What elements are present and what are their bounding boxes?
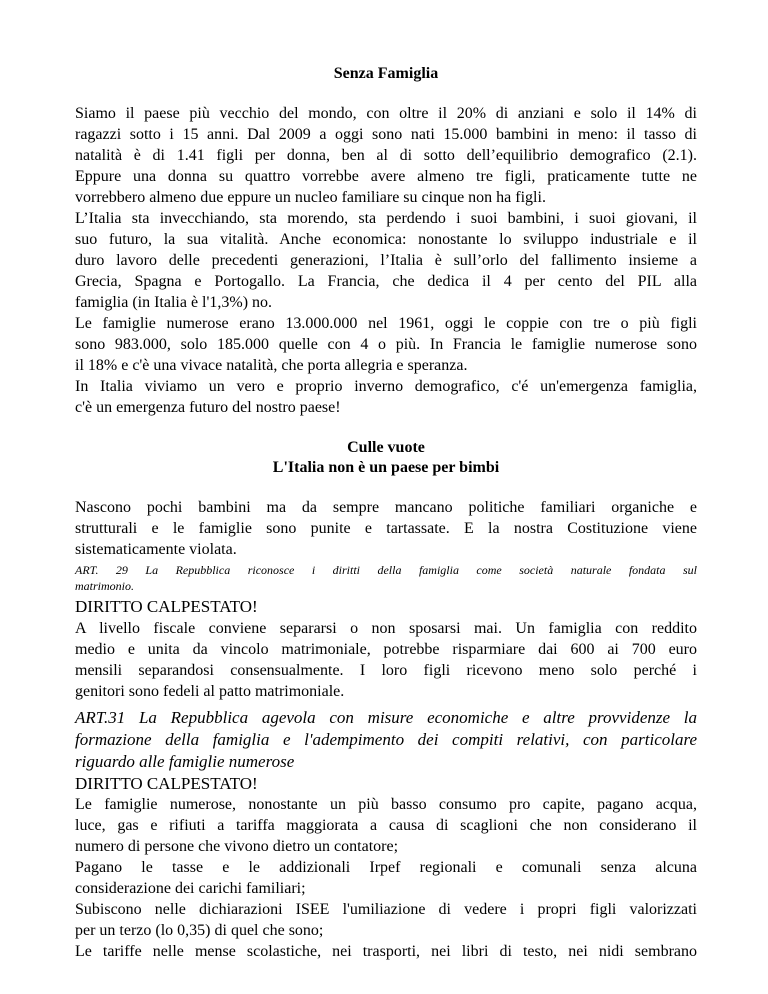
- text-line: il 18% e c'è una vivace natalità, che porta allegria e speranza.: [75, 357, 468, 374]
- text-line: duro lavoro delle precedenti generazioni, l’Italia è sull’orlo del fallimento insieme a: [75, 252, 697, 269]
- text-line: A livello fiscale conviene separarsi o non sposarsi mai. Un famiglia con reddito: [75, 620, 697, 637]
- text-line: sistematicamente violata.: [75, 541, 237, 558]
- text-line: formazione della famiglia e l'adempimento dei compiti relativi, con particolare: [75, 730, 697, 749]
- text-line: Nascono pochi bambini ma da sempre mancano politiche familiari organiche e: [75, 499, 697, 516]
- text-line: c'è un emergenza futuro del nostro paese!: [75, 399, 341, 416]
- text-line: matrimonio.: [75, 579, 135, 593]
- text-line: medio e unita da vincolo matrimoniale, potrebbe risparmiare dai 600 ai 700 euro: [75, 641, 697, 658]
- section-heading: L'Italia non è un paese per bimbi: [272, 459, 500, 476]
- text-line: considerazione dei carichi familiari;: [75, 880, 306, 897]
- art29-quote: [75, 562, 697, 594]
- text-line: Pagano le tasse e le addizionali Irpef regionali e comunali senza alcuna: [75, 859, 697, 876]
- text-line: per un terzo (lo 0,35) di quel che sono;: [75, 922, 324, 939]
- text-line: Subiscono nelle dichiarazioni ISEE l'umiliazione di vedere i propri figli valorizzati: [75, 901, 697, 918]
- diritto-calpestato-heading-2: DIRITTO CALPESTATO!: [75, 774, 258, 793]
- text-line: vorrebbero almeno due eppure un nucleo familiare su cinque non ha figli.: [75, 189, 546, 206]
- text-line: sono 983.000, solo 185.000 quelle con 4 o più. In Francia le famiglie numerose sono: [75, 336, 697, 353]
- text-line: ragazzi sotto i 15 anni. Dal 2009 a oggi sono nati 15.000 bambini in meno: il tasso di: [75, 126, 697, 143]
- text-line: Grecia, Spagna e Portogallo. La Francia, che dedica il 4 per cento del PIL alla: [75, 273, 697, 290]
- text-line: natalità è di 1.41 figli per donna, ben al di sotto dell’equilibrio demografico (2.1).: [75, 147, 697, 164]
- art31-quote: [75, 707, 697, 773]
- text-line: mensili separandosi consensualmente. I loro figli ricevono meno solo perché i: [75, 662, 697, 679]
- text-line: riguardo alle famiglie numerose: [75, 752, 295, 771]
- document-title: Senza Famiglia: [333, 65, 439, 82]
- text-line: numero di persone che vivono dietro un contatore;: [75, 838, 399, 855]
- text-line: Eppure una donna su quattro vorrebbe avere almeno tre figli, praticamente tutte ne: [75, 168, 697, 185]
- text-line: Le famiglie numerose, nonostante un più basso consumo pro capite, pagano acqua,: [75, 796, 697, 813]
- intro-paragraph: [75, 103, 697, 418]
- text-line: genitori sono fedeli al patto matrimoniale.: [75, 683, 345, 700]
- text-line: L’Italia sta invecchiando, sta morendo, sta perdendo i suoi bambini, i suoi giovani, il: [75, 210, 697, 227]
- text-line: luce, gas e rifiuti a tariffa maggiorata a causa di scaglioni che non considerano il: [75, 817, 697, 834]
- text-line: Le famiglie numerose erano 13.000.000 nel 1961, oggi le coppie con tre o più figli: [75, 315, 697, 332]
- final-paragraph: [75, 794, 697, 962]
- text-line: ART. 29 La Repubblica riconosce i diritti della famiglia come società naturale fondata sul: [75, 563, 697, 577]
- text-line: famiglia (in Italia è l'1,3%) no.: [75, 294, 273, 311]
- text-line: Siamo il paese più vecchio del mondo, con oltre il 20% di anziani e solo il 14% di: [75, 105, 697, 122]
- section-intro-paragraph: [75, 497, 697, 560]
- text-line: suo futuro, la sua vitalità. Anche economica: nonostante lo sviluppo industriale e il: [75, 231, 697, 248]
- text-line: strutturali e le famiglie sono punite e tartassate. E la nostra Costituzione viene: [75, 520, 697, 537]
- text-line: In Italia viviamo un vero e proprio inverno demografico, c'é un'emergenza famiglia,: [75, 378, 697, 395]
- fiscal-paragraph: [75, 618, 697, 702]
- section-subtitle: Culle vuote: [347, 439, 425, 456]
- diritto-calpestato-heading: DIRITTO CALPESTATO!: [75, 597, 258, 616]
- text-line: ART.31 La Repubblica agevola con misure economiche e altre provvidenze la: [75, 708, 697, 727]
- text-line: Le tariffe nelle mense scolastiche, nei trasporti, nei libri di testo, nei nidi sembrano: [75, 943, 697, 960]
